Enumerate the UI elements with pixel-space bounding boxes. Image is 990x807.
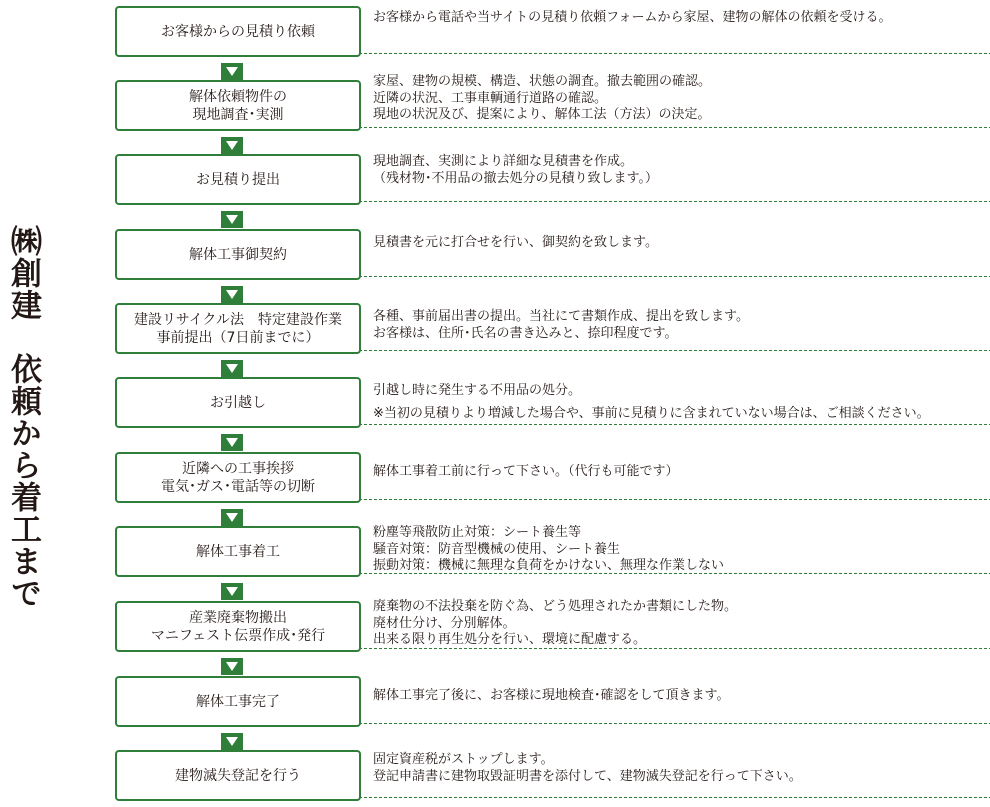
step-description (373, 10, 983, 27)
flow-step (115, 6, 990, 57)
step-description (373, 154, 983, 187)
description-line: 騒音対策：防音型機械の使用、シート養生 (373, 541, 621, 557)
flow-step (115, 377, 990, 428)
description-line: お客様は、住所･氏名の書き込みと、捺印程度です。 (373, 325, 678, 341)
flow-step (115, 750, 990, 801)
down-arrow-icon (221, 658, 243, 675)
dashed-separator (359, 499, 990, 500)
description-line: 現地の状況及び、提案により、解体工法（方法）の決定。 (373, 107, 711, 122)
step-box (115, 452, 361, 503)
description-line: （残材物･不用品の撤去処分の見積り致します。） (373, 170, 658, 186)
down-arrow-icon (221, 509, 243, 526)
step-label: 産業廃棄物搬出 マニフェスト伝票作成･発行 (150, 609, 326, 644)
dashed-separator (359, 201, 990, 202)
description-line: 解体工事完了後に、お客様に現地検査･確認をして頂きます。 (373, 688, 730, 703)
step-label: 解体依頼物件の 現地調査･実測 (189, 88, 287, 123)
flow-step (115, 526, 990, 577)
step-box (115, 676, 361, 727)
step-box (115, 526, 361, 577)
description-line: 見積書を元に打合せを行い、御契約を致します。 (373, 235, 658, 250)
step-box (115, 6, 361, 57)
description-line: 廃材仕分け、分別解体。 (373, 615, 516, 631)
description-line: 引越し時に発生する不用品の処分。 (373, 383, 582, 398)
step-box (115, 601, 361, 652)
description-line: 現地調査、実測により詳細な見積書を作成。 (373, 154, 634, 169)
dashed-separator (359, 127, 990, 128)
dashed-separator (359, 797, 990, 798)
step-label: お引越し (210, 394, 266, 411)
down-arrow-icon (221, 137, 243, 154)
dashed-separator (359, 350, 990, 351)
description-line: 廃棄物の不法投棄を防ぐ為、どう処理されたか書類にした物。 (373, 599, 738, 614)
step-description (373, 74, 983, 124)
flow-step (115, 229, 990, 280)
step-label: お見積り提出 (196, 171, 280, 188)
dashed-separator (359, 648, 990, 649)
description-line: 登記申請書に建物取毀証明書を添付して、建物滅失登記を行って下さい。 (373, 768, 802, 784)
dashed-separator (359, 723, 990, 724)
dashed-separator (359, 276, 990, 277)
step-label: 解体工事御契約 (189, 246, 287, 263)
side-title: ㈱創建 依頼から着工まで (5, 225, 41, 609)
description-line: 解体工事着工前に行って下さい。（代行も可能です） (373, 464, 679, 479)
down-arrow-icon (221, 63, 243, 80)
flow-step (115, 676, 990, 727)
step-description (373, 309, 983, 342)
flow-step (115, 601, 990, 652)
description-line: 近隣の状況、工事車輌通行道路の確認。 (373, 90, 608, 106)
flow-step (115, 303, 990, 354)
description-line: 出来る限り再生処分を行い、環境に配慮する。 (373, 632, 647, 647)
description-line: お客様から電話や当サイトの見積り依頼フォームから家屋、建物の解体の依頼を受ける。 (373, 10, 892, 25)
down-arrow-icon (221, 360, 243, 377)
step-description (373, 688, 983, 705)
step-label: 近隣への工事挨拶 電気･ガス･電話等の切断 (161, 460, 315, 495)
flow-step (115, 74, 990, 131)
step-description (373, 235, 983, 252)
down-arrow-icon (221, 211, 243, 228)
down-arrow-icon (221, 286, 243, 303)
step-description (373, 383, 983, 422)
dashed-separator (359, 573, 990, 574)
description-line: 粉塵等飛散防止対策：シート養生等 (373, 525, 582, 540)
flow-step (115, 154, 990, 205)
step-description (373, 525, 983, 575)
step-label: 建設リサイクル法 特定建設作業 事前提出（7日前までに） (133, 311, 343, 346)
flow-step (115, 452, 990, 503)
down-arrow-icon (221, 583, 243, 600)
step-box (115, 377, 361, 428)
step-box (115, 750, 361, 801)
down-arrow-icon (221, 733, 243, 750)
description-line: 固定資産税がストップします。 (373, 752, 554, 767)
step-description (373, 464, 983, 481)
step-box (115, 229, 361, 280)
step-box (115, 154, 361, 205)
description-line: 家屋、建物の規模、構造、状態の調査。撤去範囲の確認。 (373, 74, 712, 89)
step-label: 建物滅失登記を行う (175, 767, 301, 784)
step-label: お客様からの見積り依頼 (161, 23, 315, 40)
step-box (115, 303, 361, 354)
description-line: ※当初の見積りより増減した場合や、事前に見積りに含まれていない場合は、ご相談ください。 (373, 405, 930, 421)
dashed-separator (359, 424, 990, 425)
step-description (373, 752, 983, 785)
description-line: 振動対策：機械に無理な負荷をかけない、無理な作業しない (373, 558, 725, 573)
dashed-separator (359, 53, 990, 54)
step-label: 解体工事完了 (196, 693, 280, 710)
step-box (115, 80, 361, 131)
down-arrow-icon (221, 434, 243, 451)
step-description (373, 599, 983, 649)
description-line: 各種、事前届出書の提出。当社にて書類作成、提出を致します。 (373, 309, 749, 324)
step-label: 解体工事着工 (196, 543, 280, 560)
